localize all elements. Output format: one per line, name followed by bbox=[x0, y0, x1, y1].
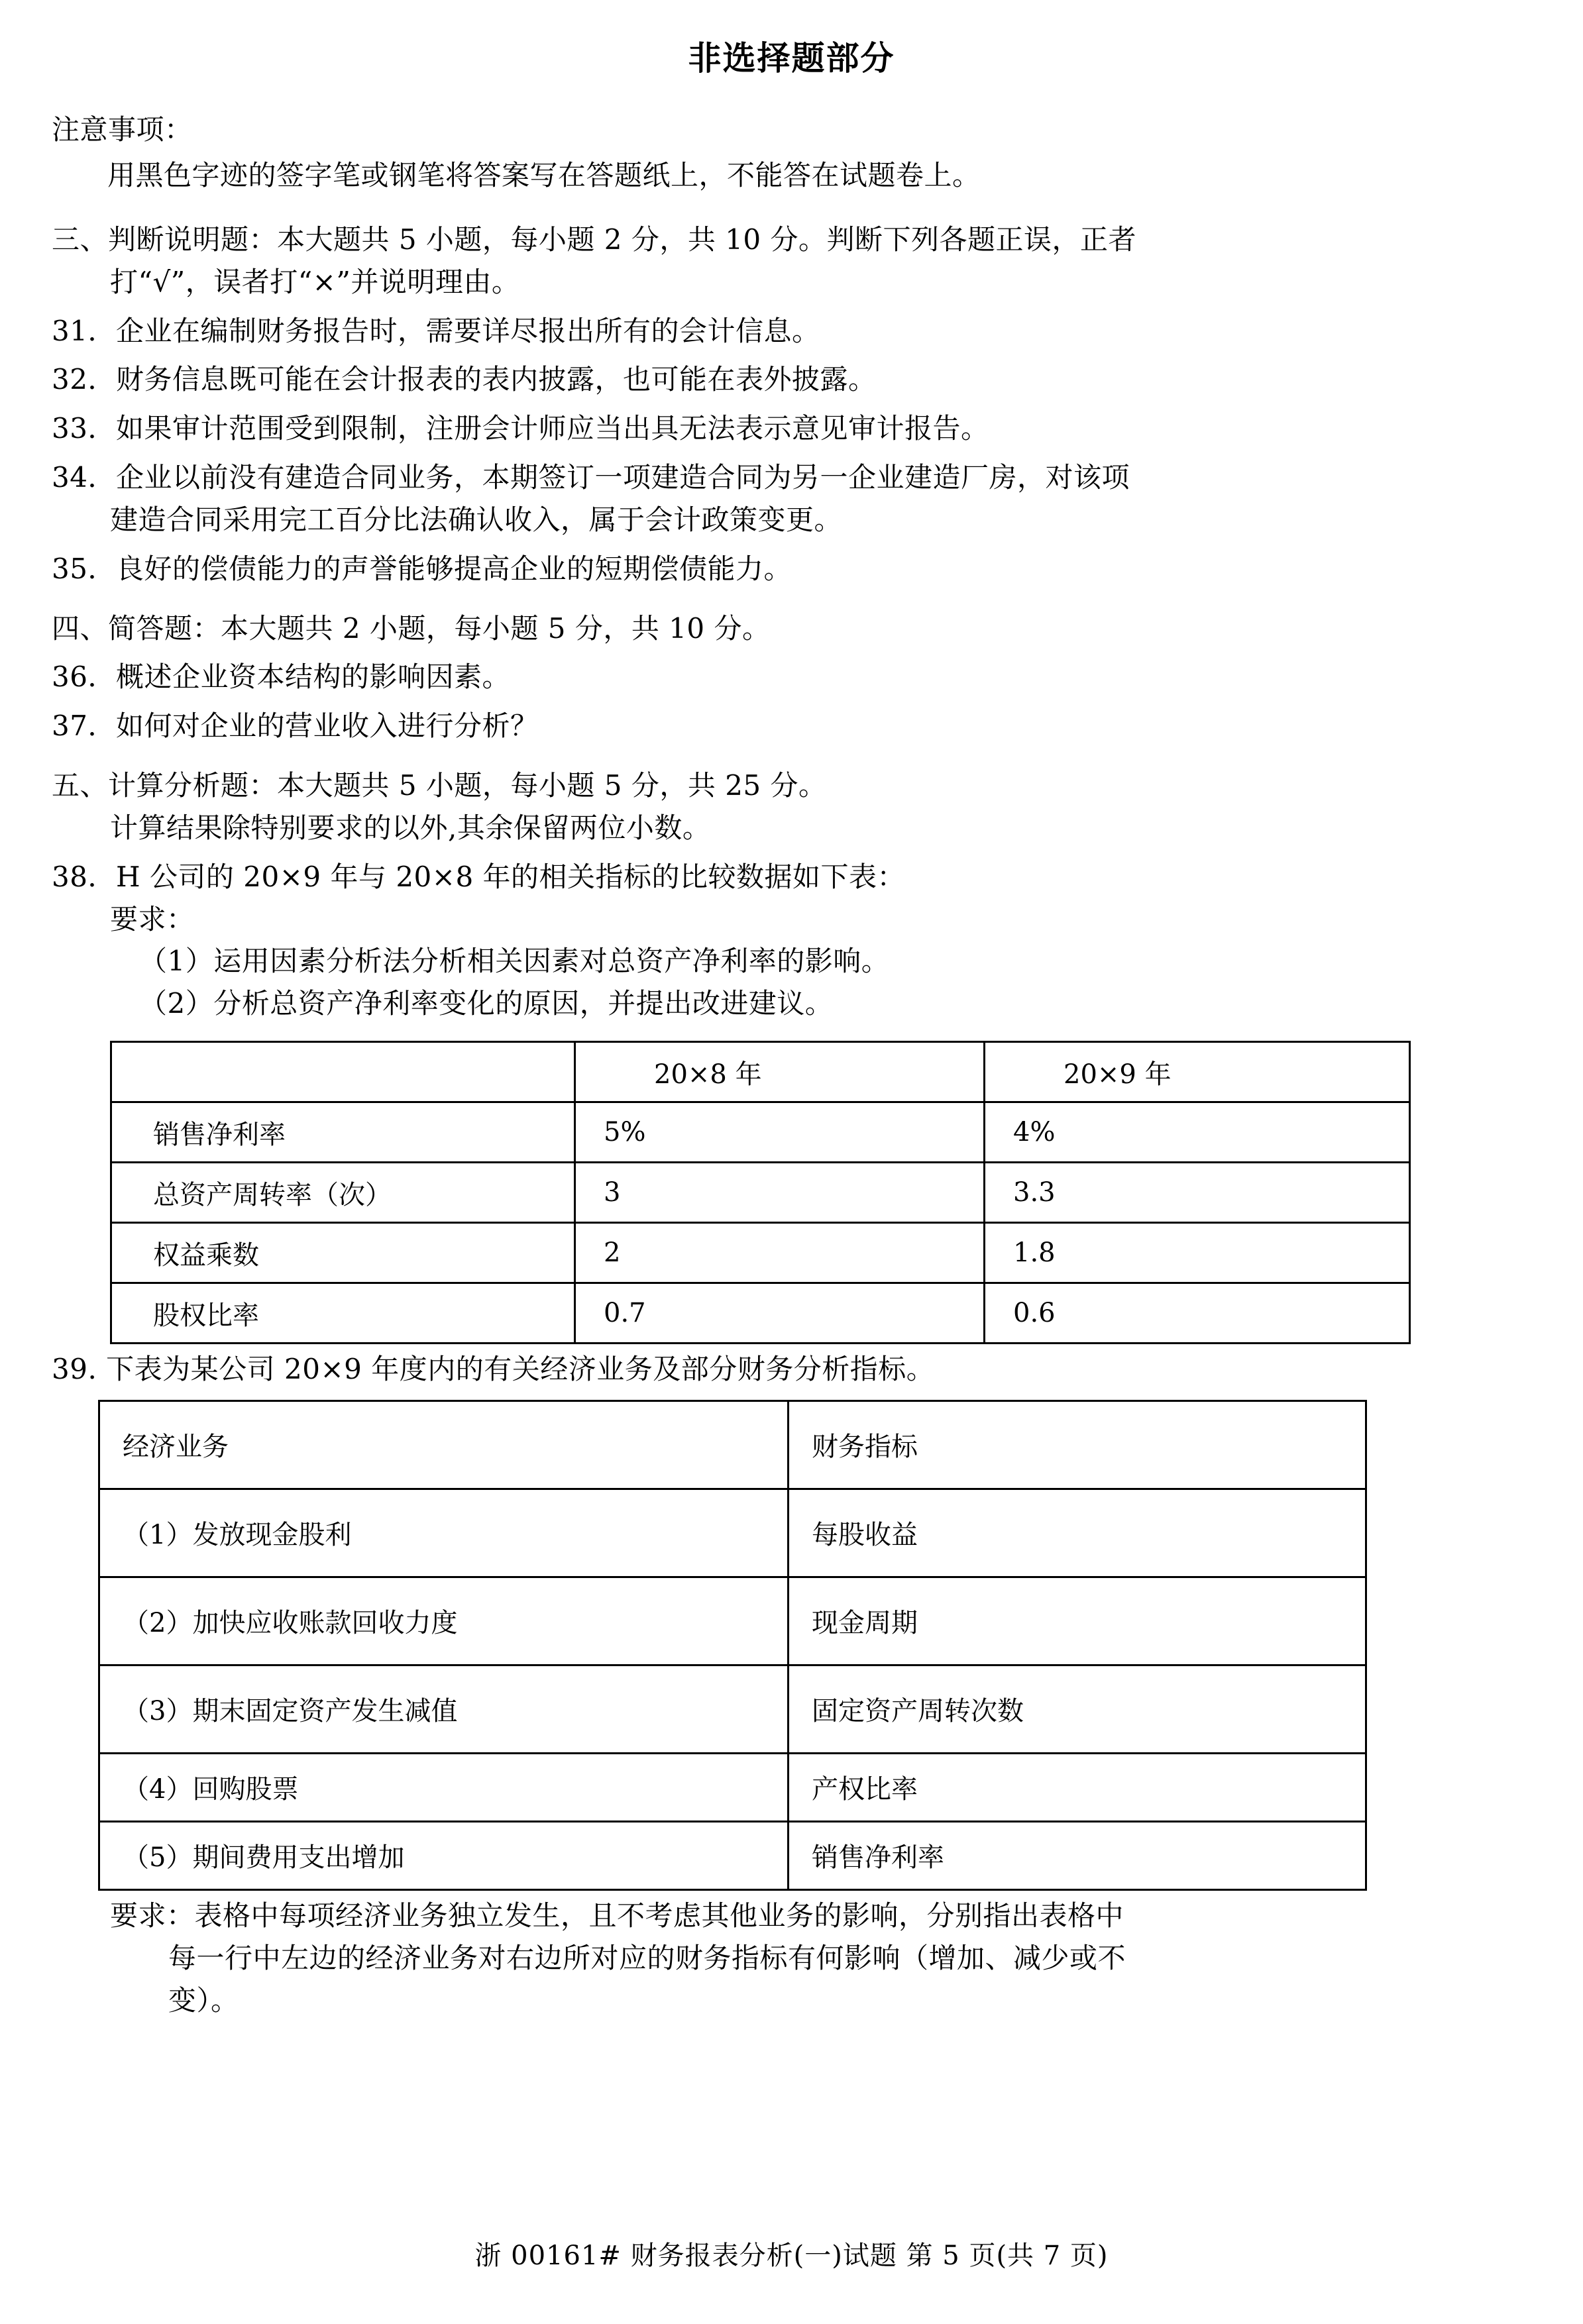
table-39-row-0-business: （1）发放现金股利 bbox=[99, 1489, 789, 1577]
question-38-stem: H 公司的 20×9 年与 20×8 年的相关指标的比较数据如下表： bbox=[115, 860, 906, 893]
table-row bbox=[99, 1489, 1366, 1577]
table-38-row-2-y8: 2 bbox=[575, 1223, 985, 1283]
table-row-header bbox=[111, 1042, 1410, 1102]
table-row bbox=[111, 1223, 1410, 1283]
table-row bbox=[111, 1163, 1410, 1223]
table-39-row-1-business: （2）加快应收账款回收力度 bbox=[99, 1577, 789, 1665]
table-38-row-3-label: 股权比率 bbox=[111, 1283, 575, 1344]
table-row bbox=[111, 1102, 1410, 1163]
table-38-row-1-y9: 3.3 bbox=[985, 1163, 1410, 1223]
question-39-requirement-line-3: 变）。 bbox=[168, 1983, 239, 2017]
page-title: 非选择题部分 bbox=[688, 39, 895, 78]
table-38-header-year-8: 20×8 年 bbox=[575, 1042, 985, 1102]
question-35 bbox=[52, 548, 1503, 590]
table-38-row-0-y8: 5% bbox=[575, 1102, 985, 1163]
question-38-table bbox=[110, 1041, 1411, 1344]
question-37 bbox=[52, 705, 1503, 747]
question-36-text: 概述企业资本结构的影响因素。 bbox=[115, 660, 510, 694]
question-38-requirement-2: （2）分析总资产净利率变化的原因，并提出改进建议。 bbox=[139, 987, 834, 1020]
table-row bbox=[99, 1577, 1366, 1665]
page-footer: 浙 00161# 财务报表分析(一)试题 第 5 页(共 7 页) bbox=[474, 2241, 1109, 2271]
page-content bbox=[0, 109, 1583, 2021]
table-38-row-3-y8: 0.7 bbox=[575, 1283, 985, 1344]
table-39-row-2-business: （3）期末固定资产发生减值 bbox=[99, 1665, 789, 1753]
section-four-heading: 四、简答题：本大题共 2 小题，每小题 5 分，共 10 分。 bbox=[52, 611, 771, 645]
question-38-requirement-label: 要求： bbox=[110, 902, 195, 935]
table-38-row-1-label: 总资产周转率（次） bbox=[111, 1163, 575, 1223]
section-three-heading-line-1: 三、判断说明题：本大题共 5 小题，每小题 2 分，共 10 分。判断下列各题正误，正者 bbox=[52, 223, 1136, 256]
question-39-number: 39. bbox=[52, 1353, 97, 1386]
table-39-row-3-indicator: 产权比率 bbox=[789, 1753, 1366, 1821]
table-39-row-0-indicator: 每股收益 bbox=[789, 1489, 1366, 1577]
question-33-text: 如果审计范围受到限制，注册会计师应当出具无法表示意见审计报告。 bbox=[115, 412, 989, 445]
table-row bbox=[99, 1821, 1366, 1889]
table-38-row-0-label: 销售净利率 bbox=[111, 1102, 575, 1163]
question-38-number: 38． bbox=[52, 860, 116, 893]
table-38-header-year-9: 20×9 年 bbox=[985, 1042, 1410, 1102]
question-34-number: 34． bbox=[52, 461, 116, 494]
table-38-header-blank bbox=[111, 1042, 575, 1102]
section-five-heading: 五、计算分析题：本大题共 5 小题，每小题 5 分，共 25 分。 bbox=[52, 769, 827, 802]
question-38 bbox=[52, 856, 1503, 898]
question-35-number: 35． bbox=[52, 552, 116, 585]
question-33-number: 33． bbox=[52, 412, 116, 445]
question-31-number: 31． bbox=[52, 314, 116, 347]
question-35-text: 良好的偿债能力的声誉能够提高企业的短期偿债能力。 bbox=[115, 552, 792, 585]
question-34-text-line-1: 企业以前没有建造合同业务，本期签订一项建造合同为另一企业建造厂房，对该项 bbox=[115, 461, 1130, 494]
question-34 bbox=[52, 456, 1503, 499]
question-39-requirement-line-2: 每一行中左边的经济业务对右边所对应的财务指标有何影响（增加、减少或不 bbox=[168, 1941, 1126, 1974]
table-39-row-4-business: （5）期间费用支出增加 bbox=[99, 1821, 789, 1889]
question-31-text: 企业在编制财务报告时，需要详尽报出所有的会计信息。 bbox=[115, 314, 820, 347]
table-39-row-2-indicator: 固定资产周转次数 bbox=[789, 1665, 1366, 1753]
question-33 bbox=[52, 407, 1503, 450]
section-three-heading-line-2: 打“√”，误者打“×”并说明理由。 bbox=[110, 265, 520, 298]
table-39-header-indicator: 财务指标 bbox=[789, 1400, 1366, 1489]
question-32 bbox=[52, 358, 1503, 401]
table-38-row-3-y9: 0.6 bbox=[985, 1283, 1410, 1344]
question-39 bbox=[52, 1348, 1503, 1391]
question-39-requirement-line-1: 要求：表格中每项经济业务独立发生，且不考虑其他业务的影响，分别指出表格中 bbox=[110, 1899, 1124, 1932]
question-32-text: 财务信息既可能在会计报表的表内披露，也可能在表外披露。 bbox=[115, 363, 877, 396]
table-39-row-4-indicator: 销售净利率 bbox=[789, 1821, 1366, 1889]
question-37-number: 37． bbox=[52, 710, 116, 743]
table-row-header bbox=[99, 1400, 1366, 1489]
question-34-text-line-2: 建造合同采用完工百分比法确认收入，属于会计政策变更。 bbox=[110, 503, 843, 536]
question-32-number: 32． bbox=[52, 363, 116, 396]
notice-body: 用黑色字迹的签字笔或钢笔将答案写在答题纸上，不能答在试题卷上。 bbox=[107, 159, 981, 191]
question-36-number: 36． bbox=[52, 660, 116, 694]
question-39-table bbox=[98, 1400, 1367, 1891]
notice-heading: 注意事项： bbox=[52, 113, 193, 146]
table-39-row-3-business: （4）回购股票 bbox=[99, 1753, 789, 1821]
table-row bbox=[99, 1665, 1366, 1753]
question-37-text: 如何对企业的营业收入进行分析？ bbox=[115, 710, 539, 743]
table-39-row-1-indicator: 现金周期 bbox=[789, 1577, 1366, 1665]
table-38-row-0-y9: 4% bbox=[985, 1102, 1410, 1163]
table-row bbox=[111, 1283, 1410, 1344]
question-31 bbox=[52, 310, 1503, 352]
question-38-requirement-1: （1）运用因素分析法分析相关因素对总资产净利率的影响。 bbox=[139, 945, 890, 978]
question-39-stem: 下表为某公司 20×9 年度内的有关经济业务及部分财务分析指标。 bbox=[106, 1353, 935, 1386]
table-row bbox=[99, 1753, 1366, 1821]
section-five-subheading: 计算结果除特别要求的以外,其余保留两位小数。 bbox=[110, 811, 711, 844]
table-39-header-business: 经济业务 bbox=[99, 1400, 789, 1489]
table-38-row-1-y8: 3 bbox=[575, 1163, 985, 1223]
table-38-row-2-y9: 1.8 bbox=[985, 1223, 1410, 1283]
question-36 bbox=[52, 656, 1503, 698]
table-38-row-2-label: 权益乘数 bbox=[111, 1223, 575, 1283]
